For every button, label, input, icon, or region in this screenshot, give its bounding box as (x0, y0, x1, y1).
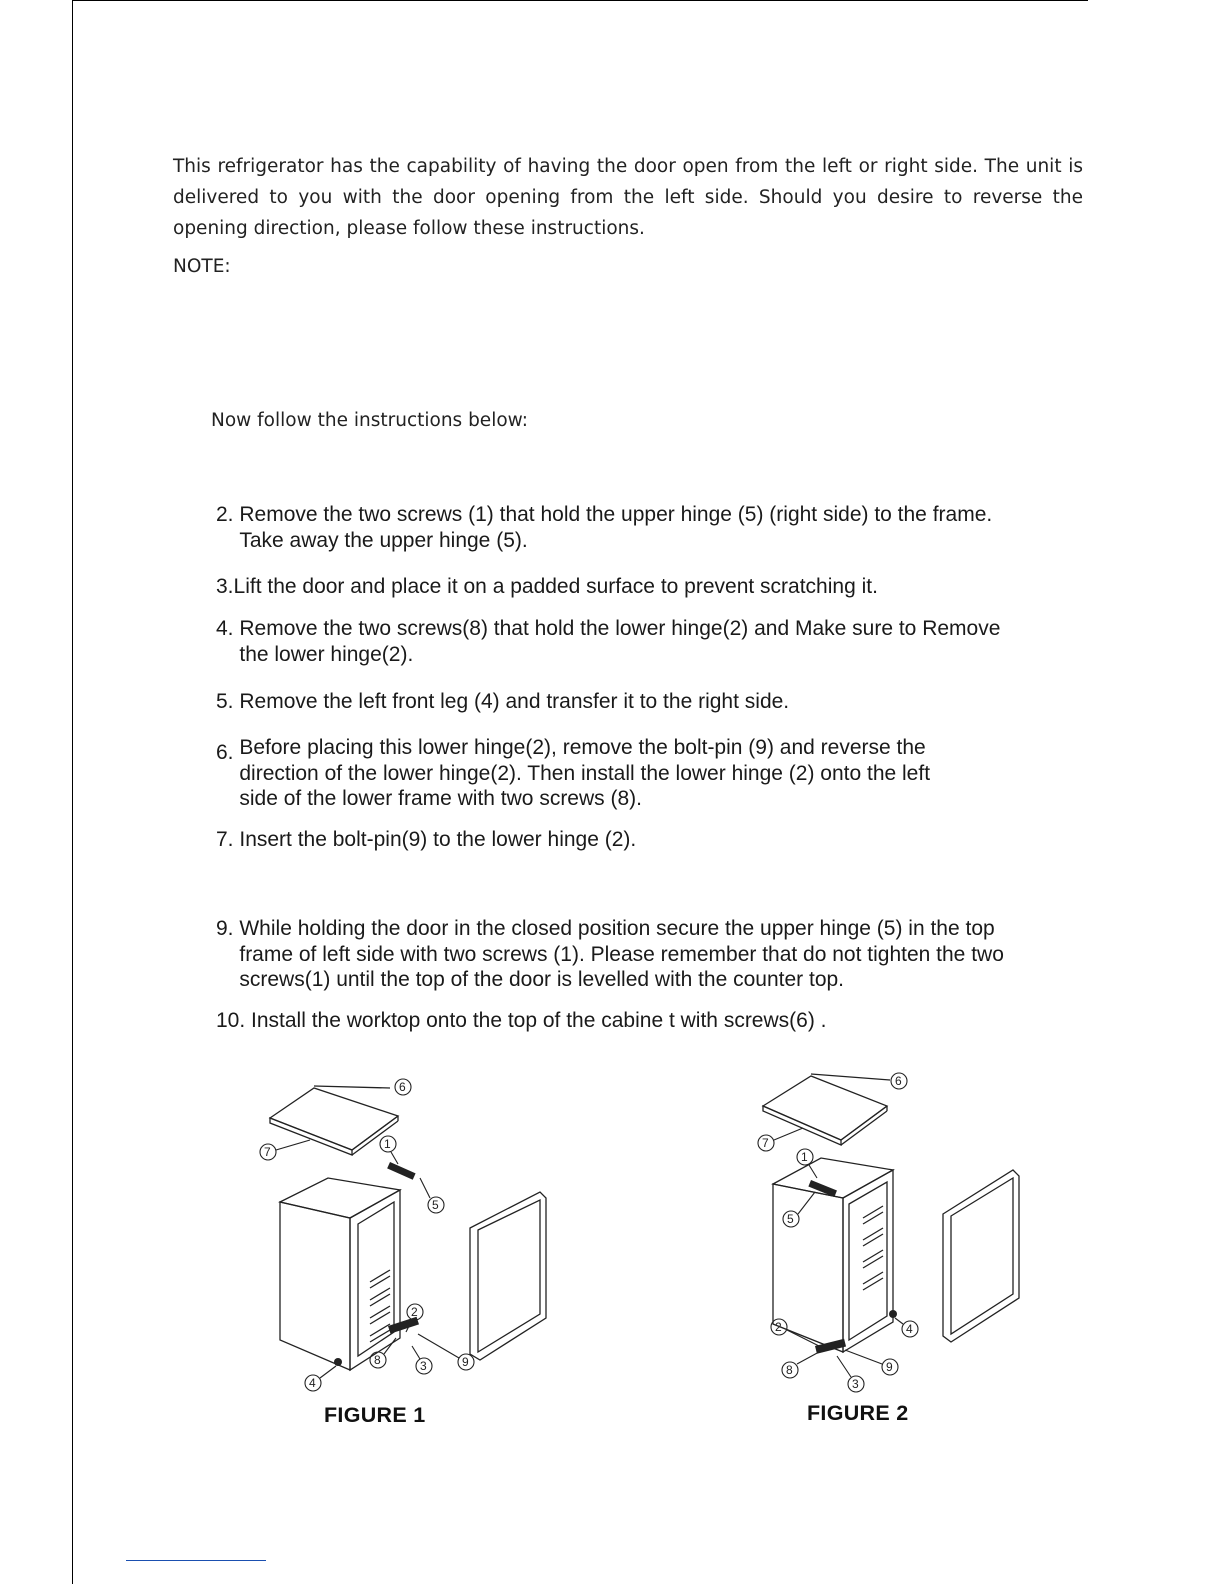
step-item (216, 1008, 1046, 1034)
step-number: 5. (216, 690, 240, 713)
step-text: While holding the door in the closed position secure the upper hinge (5) in the top frame of left side with two screws (1). Please remember that do not tighten the two screws(1) until the top of the door is levelled with the counter top. (239, 917, 1004, 991)
step-number: 6. (216, 741, 240, 764)
callout-label: 3 (852, 1377, 859, 1391)
intro-paragraph (173, 151, 1083, 244)
step-text: Insert the bolt-pin(9) to the lower hinge (2). (239, 828, 637, 851)
figure-1-diagram (240, 1070, 560, 1400)
hinge-parts (334, 1162, 419, 1366)
step-number: 2. (216, 503, 240, 526)
footer-rule (126, 1560, 266, 1561)
callout-label: 5 (432, 1198, 439, 1212)
callout-label: 6 (895, 1074, 902, 1088)
note-label: NOTE: (173, 256, 231, 277)
follow-instructions-text: Now follow the instructions below: (211, 410, 529, 431)
page-border-left (72, 0, 73, 1584)
step-item (216, 574, 1046, 600)
door-drawing (943, 1170, 1019, 1342)
callout-label: 1 (384, 1137, 391, 1151)
callout-label: 2 (775, 1320, 782, 1334)
step-number: 3. (216, 575, 234, 598)
worktop-drawing (763, 1074, 890, 1145)
callout-label: 9 (886, 1360, 893, 1374)
step-item (216, 616, 1046, 667)
callout-label: 7 (264, 1145, 271, 1159)
step-text: Remove the two screws (1) that hold the upper hinge (5) (right side) to the frame. Take away the upper hinge (5). (239, 503, 993, 552)
step-item (216, 502, 1046, 553)
step-text: Remove the two screws(8) that hold the lower hinge(2) and Make sure to Remove the lower hinge(2). (239, 617, 1001, 666)
cabinet-drawing (280, 1178, 400, 1370)
step-item (216, 827, 1046, 853)
callout-label: 3 (420, 1359, 427, 1373)
callout-label: 1 (801, 1150, 808, 1164)
step-number: 7. (216, 828, 240, 851)
callout-label: 2 (411, 1305, 418, 1319)
step-text: Before placing this lower hinge(2), remove the bolt-pin (9) and reverse the direction of the lower hinge(2). Then install the lower hinge (2) onto the left side of the lower frame with two screws (8). (239, 736, 931, 810)
intro-text: This refrigerator has the capability of having the door open from the left or right side. The unit is delivered to you with the door opening from the left side. Should you desire to reverse the opening direction, please follow these instructions. (173, 156, 1083, 239)
figure-2-caption: FIGURE 2 (807, 1401, 909, 1425)
step-item (216, 689, 1046, 715)
step-item (216, 735, 1046, 812)
worktop-drawing (270, 1086, 398, 1155)
step-text: Remove the left front leg (4) and transfer it to the right side. (239, 690, 790, 713)
callout-label: 7 (762, 1136, 769, 1150)
door-drawing (470, 1192, 546, 1360)
callout-label: 8 (786, 1363, 793, 1377)
step-number: 4. (216, 617, 240, 640)
page-border-top (72, 0, 1088, 1)
step-number: 10. (216, 1009, 252, 1032)
callout-label: 5 (787, 1212, 794, 1226)
figure-1-caption: FIGURE 1 (324, 1403, 426, 1427)
callout-label: 4 (309, 1376, 316, 1390)
step-text: Lift the door and place it on a padded surface to prevent scratching it. (233, 575, 878, 598)
step-number: 9. (216, 917, 240, 940)
callout-label: 9 (462, 1355, 469, 1369)
figure-1-callouts (260, 1079, 474, 1391)
step-item (216, 916, 1046, 993)
callout-label: 6 (399, 1080, 406, 1094)
figure-2-diagram (745, 1066, 1045, 1396)
callout-label: 8 (374, 1353, 381, 1367)
cabinet-drawing (773, 1158, 893, 1352)
step-text: Install the worktop onto the top of the cabine t with screws(6) . (251, 1009, 827, 1032)
callout-label: 4 (906, 1322, 913, 1336)
